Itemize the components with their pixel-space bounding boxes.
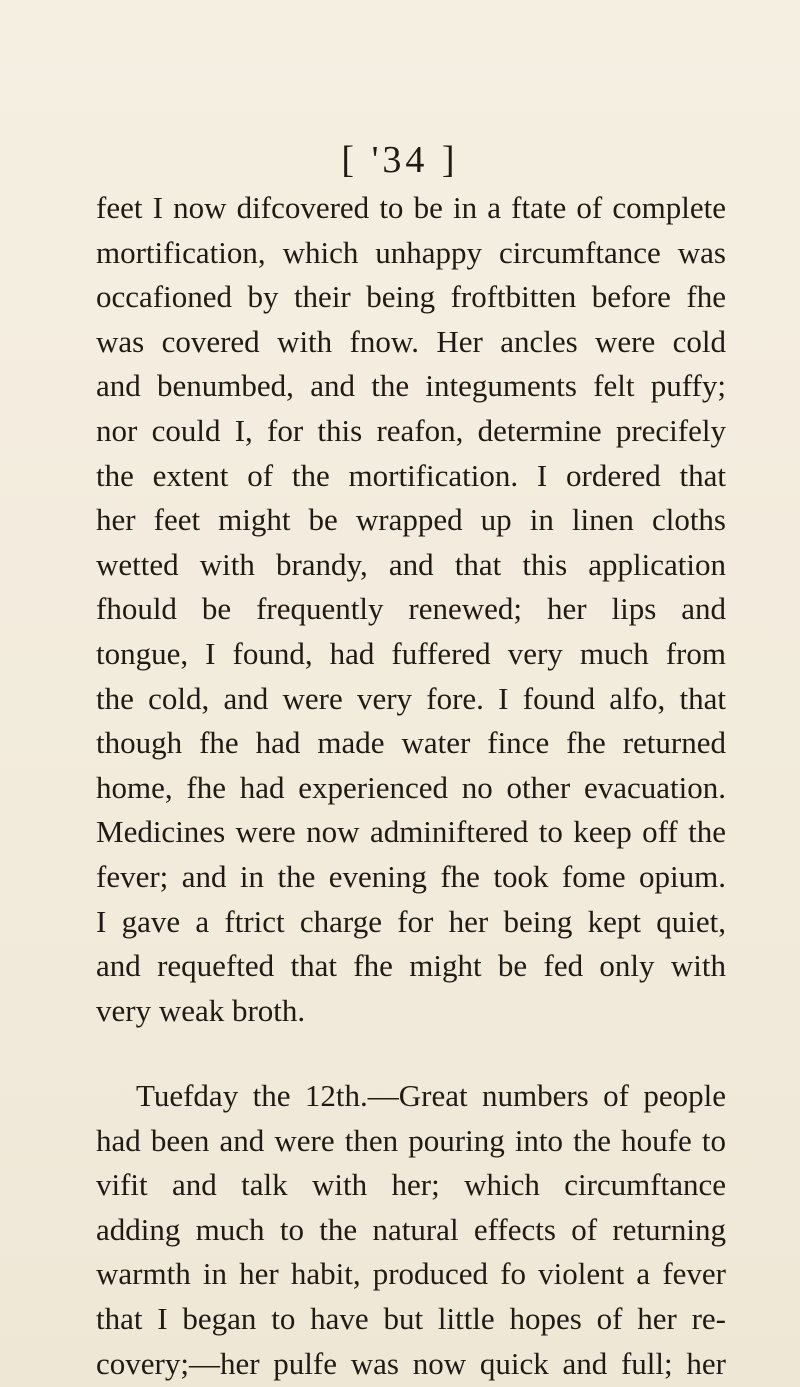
text-line: and requefted that fhe might be fed only with xyxy=(96,948,726,984)
page-number-header: [ '34 ] xyxy=(341,139,459,181)
paragraph-1 xyxy=(96,186,726,1033)
text-line: mortification, which unhappy circumftance was xyxy=(96,234,726,270)
text-line: nor could I, for this reafon, determine precifely xyxy=(96,412,726,448)
text-line: covery;—her pulfe was now quick and full; her xyxy=(96,1345,726,1381)
text-line: fhould be frequently renewed; her lips and xyxy=(96,591,726,627)
text-line: tongue, I found, had fuffered very much from xyxy=(96,635,726,671)
text-line: vifit and talk with her; which circumftance xyxy=(96,1167,726,1203)
text-line: her feet might be wrapped up in linen cloths xyxy=(96,502,726,538)
text-line: though fhe had made water fince fhe returned xyxy=(96,725,726,761)
text-line: wetted with brandy, and that this application xyxy=(96,546,726,582)
text-line: feet I now difcovered to be in a ftate of complete xyxy=(96,190,726,225)
text-line: very weak broth. xyxy=(96,992,306,1028)
text-line: warmth in her habit, produced fo violent a fever xyxy=(96,1256,726,1292)
text-line: home, fhe had experienced no other evacuation. xyxy=(96,769,726,805)
text-line: was covered with fnow. Her ancles were cold xyxy=(96,323,726,359)
paragraph-2 xyxy=(96,1074,726,1386)
text-line: I gave a ftrict charge for her being kept quiet, xyxy=(96,903,726,939)
text-line: that I began to have but little hopes of her re- xyxy=(96,1300,726,1336)
text-line: the cold, and were very fore. I found alfo, that xyxy=(96,680,726,716)
text-line: the extent of the mortification. I ordered that xyxy=(96,457,726,493)
text-line: and benumbed, and the integuments felt puffy; xyxy=(96,368,726,404)
text-line: had been and were then pouring into the houfe to xyxy=(96,1122,726,1158)
text-line: Tuefday the 12th.—Great numbers of people xyxy=(136,1078,726,1113)
text-line: fever; and in the evening fhe took fome opium. xyxy=(96,858,726,894)
text-line: Medicines were now adminiftered to keep off the xyxy=(96,814,726,850)
text-line: occafioned by their being froftbitten before fhe xyxy=(96,279,726,315)
text-line: adding much to the natural effects of returning xyxy=(96,1211,726,1247)
